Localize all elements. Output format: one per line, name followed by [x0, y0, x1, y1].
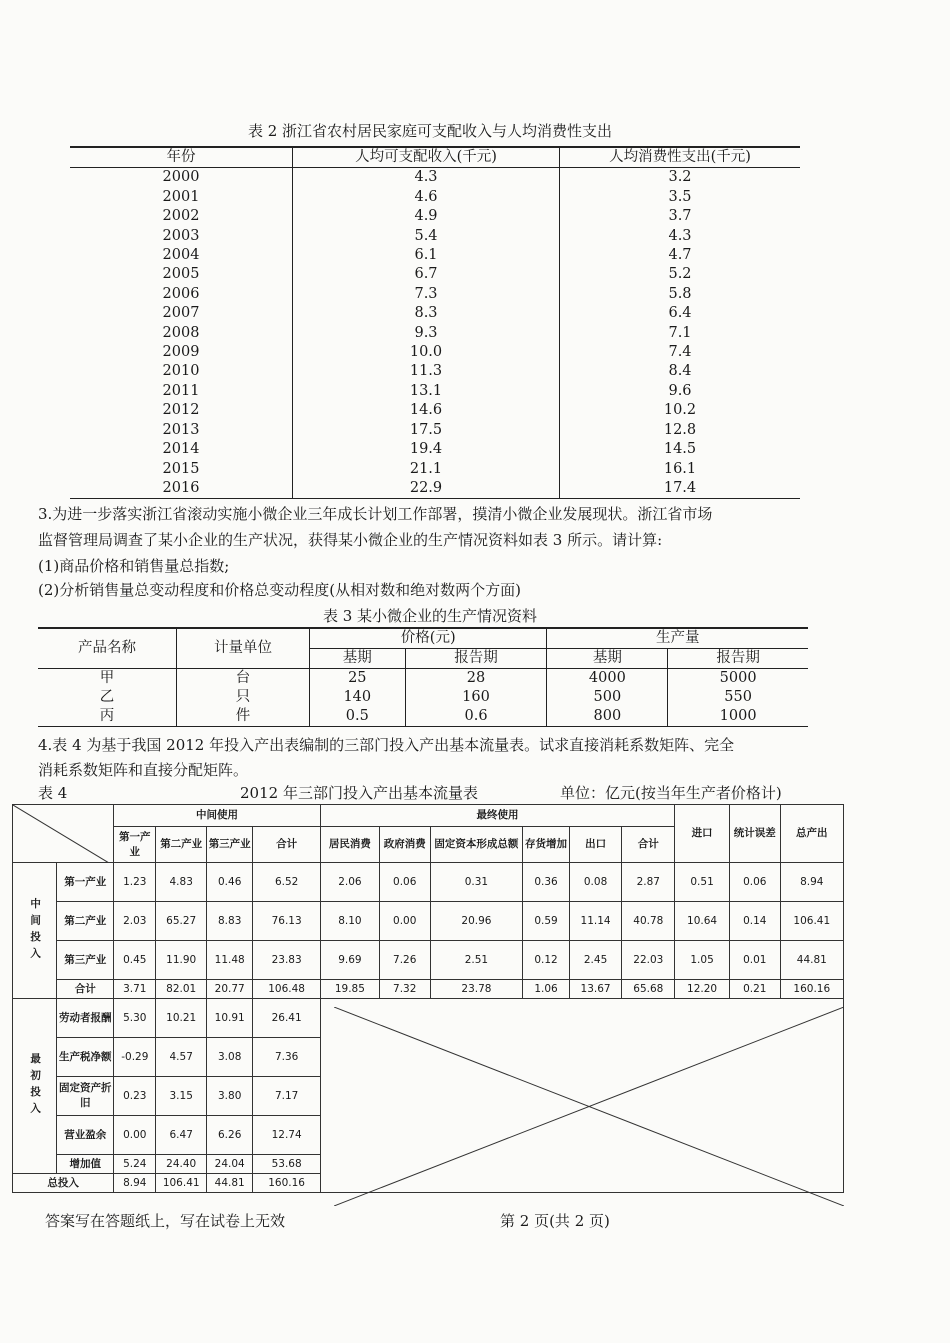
table4-cell: 8.94: [114, 1174, 156, 1193]
table3-header-price-base: 基期: [310, 649, 406, 669]
table2-income: 6.7: [293, 265, 560, 284]
table3-cell: 25: [310, 669, 406, 689]
table4-col-tertiary: 第三产业: [207, 827, 253, 863]
table3-cell: 550: [724, 689, 752, 705]
q3-line2: 监督管理局调查了某小企业的生产状况，获得某小微企业的生产情况资料如表 3 所示。请计算:: [38, 531, 663, 549]
table4-label: 表 4: [38, 784, 68, 802]
table4-cell: 0.01: [729, 941, 780, 980]
table2-year: 2001: [70, 188, 293, 207]
table3-cell: 0.5: [310, 707, 406, 727]
table2-income: 4.9: [293, 207, 560, 226]
table2-row: [70, 246, 800, 265]
table3: [38, 627, 808, 727]
table4-cell: 2.03: [114, 902, 156, 941]
table3-row: [38, 669, 808, 689]
table4-cell: 7.36: [253, 1038, 320, 1077]
table4-cell: 106.41: [780, 902, 843, 941]
table4-mid-row: [13, 863, 844, 902]
table3-cell: 160: [405, 688, 547, 707]
table2-year: 2013: [70, 421, 293, 440]
table4-cell: 106.41: [156, 1174, 207, 1193]
table4-corner-cell: [13, 805, 114, 863]
table2-year: 2007: [70, 304, 293, 323]
q3-line1: 3.为进一步落实浙江省滚动实施小微企业三年成长计划工作部署，摸清小微企业发展现状。浙江省市场: [38, 505, 713, 523]
table2-consumption: 8.4: [668, 363, 692, 380]
table2-consumption: 3.7: [668, 208, 692, 225]
table2-income: 6.1: [293, 246, 560, 265]
table2-year: 2012: [70, 401, 293, 420]
table4-cell: 0.21: [729, 980, 780, 999]
table2-income: 17.5: [293, 421, 560, 440]
table4-cell: 1.06: [523, 980, 569, 999]
table3-row: [38, 707, 808, 727]
table2-consumption: 3.5: [668, 188, 692, 205]
table4-col-secondary: 第二产业: [156, 827, 207, 863]
table2-row: [70, 227, 800, 246]
table4-header-error: 统计误差: [729, 805, 780, 863]
table4-cell: 0.31: [430, 863, 523, 902]
table4-cell: 10.91: [207, 999, 253, 1038]
table3-body: [38, 669, 808, 727]
table2-consumption: 4.7: [668, 247, 692, 264]
table2-income: 22.9: [293, 479, 560, 499]
table2-year: 2004: [70, 246, 293, 265]
table2-row: [70, 382, 800, 401]
table4-cell: 5.30: [114, 999, 156, 1038]
table4-col-export: 出口: [569, 827, 622, 863]
table3-cell: 乙: [38, 688, 177, 707]
table4-header-mid-use: 中间使用: [114, 805, 321, 827]
table4-cell: 2.45: [569, 941, 622, 980]
table2-row: [70, 362, 800, 381]
table4-cell: 8.10: [320, 902, 379, 941]
table2-income: 7.3: [293, 285, 560, 304]
table4-cell: 3.80: [207, 1077, 253, 1116]
q4-line2: 消耗系数矩阵和直接分配矩阵。: [38, 761, 249, 779]
table4-row-name: 第二产业: [57, 902, 114, 941]
table3-row: [38, 688, 808, 707]
table2-consumption: 3.2: [668, 169, 692, 186]
table2-year: 2015: [70, 460, 293, 479]
table2-consumption: 4.3: [668, 227, 692, 244]
table4-cell: 22.03: [622, 941, 675, 980]
table4-cell: 3.71: [114, 980, 156, 999]
table4-cell: 0.00: [379, 902, 430, 941]
table4-row-name: 合计: [57, 980, 114, 999]
table2-income: 11.3: [293, 362, 560, 381]
table2-year: 2000: [70, 168, 293, 188]
table4-cell: 1.23: [114, 863, 156, 902]
table4-cell: 12.20: [675, 980, 730, 999]
table2-header-income: 人均可支配收入(千元): [293, 147, 560, 168]
table2-income: 21.1: [293, 460, 560, 479]
table4-cell: 0.06: [729, 863, 780, 902]
table2-row: [70, 421, 800, 440]
empty-quadrant-cross: [334, 1007, 844, 1206]
table3-cell: 0.6: [405, 707, 547, 727]
table4-cell: 44.81: [207, 1174, 253, 1193]
table4-cell: 0.51: [675, 863, 730, 902]
table3-cell: 件: [177, 707, 310, 727]
table4-cell: 20.96: [430, 902, 523, 941]
table4-cell: 44.81: [780, 941, 843, 980]
table3-cell: 1000: [668, 707, 808, 727]
q3-line4: (2)分析销售量总变动程度和价格总变动程度(从相对数和绝对数两个方面): [38, 581, 521, 599]
table2-income: 4.6: [293, 188, 560, 207]
table4-cell: 3.08: [207, 1038, 253, 1077]
table4-cell: 0.23: [114, 1077, 156, 1116]
table4-cell: 82.01: [156, 980, 207, 999]
table3-header-unit: 计量单位: [177, 628, 310, 669]
table2-row: [70, 168, 800, 188]
table4-cell: 2.06: [320, 863, 379, 902]
table4-cell: 160.16: [253, 1174, 320, 1193]
table2-year: 2003: [70, 227, 293, 246]
table4-cell: 7.17: [253, 1077, 320, 1116]
table4-col-mid-total: 合计: [253, 827, 320, 863]
table2-row: [70, 188, 800, 207]
table2-row: [70, 265, 800, 284]
table4-cell: 106.48: [253, 980, 320, 999]
table4-mid-input-label: 中间投入: [13, 863, 57, 999]
table4-row-name: 第三产业: [57, 941, 114, 980]
table3-cell: 500: [547, 688, 668, 707]
table4-cell: 7.26: [379, 941, 430, 980]
table2-consumption: 12.8: [663, 421, 697, 438]
table4-header-final-use: 最终使用: [320, 805, 674, 827]
table4-cell: 4.83: [156, 863, 207, 902]
table4-row-name: 第一产业: [57, 863, 114, 902]
table3-header-name: 产品名称: [38, 628, 177, 669]
table4-cell: 11.48: [207, 941, 253, 980]
table2-row: [70, 285, 800, 304]
table4-cell: 0.06: [379, 863, 430, 902]
table2-consumption: 14.5: [663, 441, 697, 458]
table4-header-row1: [13, 805, 844, 827]
table4-cell: 13.67: [569, 980, 622, 999]
table3-header-price: 价格(元): [310, 628, 547, 649]
table4-mid-row: [13, 941, 844, 980]
table4-cell: 3.15: [156, 1077, 207, 1116]
table4-cell: 24.40: [156, 1155, 207, 1174]
table3-header-price-report: 报告期: [405, 649, 547, 669]
table4-cell: 40.78: [622, 902, 675, 941]
table4-cell: 6.26: [207, 1116, 253, 1155]
table2-income: 14.6: [293, 401, 560, 420]
table2-consumption: 5.2: [668, 266, 692, 283]
table2-row: [70, 343, 800, 362]
table4-cell: 10.21: [156, 999, 207, 1038]
table4-cell: 0.59: [523, 902, 569, 941]
table2-year: 2002: [70, 207, 293, 226]
table4-cell: 12.74: [253, 1116, 320, 1155]
table2: [70, 146, 800, 499]
table4-header-total-output: 总产出: [780, 805, 843, 863]
table4-row-name: 固定资产折旧: [57, 1077, 114, 1116]
table4-total-input-label: 总投入: [13, 1174, 114, 1193]
table4-cell: 2.87: [622, 863, 675, 902]
q4-line1: 4.表 4 为基于我国 2012 年投入产出表编制的三部门投入产出基本流量表。试求直接消耗系数矩阵、完全: [38, 736, 735, 754]
table2-header-consumption: 人均消费性支出(千元): [560, 147, 801, 168]
table4-cell: 160.16: [780, 980, 843, 999]
table2-row: [70, 401, 800, 420]
table4-cell: 65.68: [622, 980, 675, 999]
table3-header-qty-report: 报告期: [668, 649, 808, 669]
table4-cell: 65.27: [156, 902, 207, 941]
table2-row: [70, 207, 800, 226]
table4-cell: -0.29: [114, 1038, 156, 1077]
table2-income: 4.3: [293, 168, 560, 188]
table4-col-final-total: 合计: [622, 827, 675, 863]
table3-header-qty: 生产量: [547, 628, 808, 649]
table4-mid-row: [13, 902, 844, 941]
table4-cell: 8.94: [780, 863, 843, 902]
table4-cell: 0.08: [569, 863, 622, 902]
table2-header-year: 年份: [70, 147, 293, 168]
table4-cell: 1.05: [675, 941, 730, 980]
table2-year: 2016: [70, 479, 293, 499]
table2-consumption: 7.4: [668, 344, 692, 361]
table2-consumption: 10.2: [663, 402, 697, 419]
table2-income: 19.4: [293, 440, 560, 459]
table2-title: 表 2 浙江省农村居民家庭可支配收入与人均消费性支出: [247, 122, 613, 140]
table4-col-inventory: 存货增加: [523, 827, 569, 863]
table2-consumption: 6.4: [668, 305, 692, 322]
table2-income: 13.1: [293, 382, 560, 401]
table4-col-household: 居民消费: [320, 827, 379, 863]
table3-cell: 甲: [38, 669, 177, 689]
table4-cell: 26.41: [253, 999, 320, 1038]
table4-cell: 10.64: [675, 902, 730, 941]
table4-cell: 9.69: [320, 941, 379, 980]
table4-cell: 2.51: [430, 941, 523, 980]
table3-title: 表 3 某小微企业的生产情况资料: [322, 607, 538, 625]
table4-cell: 23.83: [253, 941, 320, 980]
table4-cell: 11.14: [569, 902, 622, 941]
table2-consumption: 17.4: [560, 479, 801, 499]
table2-income: 10.0: [293, 343, 560, 362]
table4-cell: 0.45: [114, 941, 156, 980]
table4-row-name: 增加值: [57, 1155, 114, 1174]
table2-consumption: 16.1: [663, 460, 697, 477]
table4-cell: 5.24: [114, 1155, 156, 1174]
footer-note: 答案写在答题纸上，写在试卷上无效: [45, 1212, 286, 1230]
table2-income: 9.3: [293, 324, 560, 343]
table4-cell: 19.85: [320, 980, 379, 999]
table4-cell: 11.90: [156, 941, 207, 980]
table4-cell: 7.32: [379, 980, 430, 999]
table4-mid-rows: [13, 863, 844, 999]
table3-cell: 丙: [38, 707, 177, 727]
table3-cell: 800: [547, 707, 668, 727]
table4-cell: 0.00: [114, 1116, 156, 1155]
table4-header-import: 进口: [675, 805, 730, 863]
table4-col-capital: 固定资本形成总额: [430, 827, 523, 863]
table2-year: 2005: [70, 265, 293, 284]
table2-row: [70, 479, 800, 499]
table3-header-row1: [38, 628, 808, 649]
table2-consumption: 7.1: [668, 324, 692, 341]
table2-year: 2006: [70, 285, 293, 304]
table2-year: 2009: [70, 343, 293, 362]
table2-year: 2010: [70, 362, 293, 381]
table4-unit: 单位：亿元(按当年生产者价格计): [560, 784, 782, 802]
table4-cell: 23.78: [430, 980, 523, 999]
table3-cell: 5000: [719, 670, 757, 686]
table4-cell: 20.77: [207, 980, 253, 999]
table2-body: [70, 168, 800, 499]
table4-row-name: 劳动者报酬: [57, 999, 114, 1038]
table4-cell: 6.52: [253, 863, 320, 902]
table2-header-row: [70, 147, 800, 168]
table4-mid-row: [13, 980, 844, 999]
table4-row-name: 营业盈余: [57, 1116, 114, 1155]
table2-consumption: 9.6: [668, 382, 692, 399]
table2-row: [70, 324, 800, 343]
table2-year: 2014: [70, 440, 293, 459]
table4-cell: 4.57: [156, 1038, 207, 1077]
table4-cell: 8.83: [207, 902, 253, 941]
table4-col-primary: 第一产业: [114, 827, 156, 863]
table2-income: 5.4: [293, 227, 560, 246]
table4-row-name: 生产税净额: [57, 1038, 114, 1077]
table4-cell: 0.12: [523, 941, 569, 980]
table4-init-input-label: 最初投入: [13, 999, 57, 1174]
table2-row: [70, 460, 800, 479]
table2-income: 8.3: [293, 304, 560, 323]
table2-year: 2011: [70, 382, 293, 401]
table3-header-qty-base: 基期: [547, 649, 668, 669]
table2-row: [70, 304, 800, 323]
table2-year: 2008: [70, 324, 293, 343]
table3-cell: 140: [310, 688, 406, 707]
table4-col-government: 政府消费: [379, 827, 430, 863]
table4-cell: 6.47: [156, 1116, 207, 1155]
table3-cell: 4000: [547, 669, 668, 689]
table4-cell: 76.13: [253, 902, 320, 941]
table2-consumption: 5.8: [668, 285, 692, 302]
q3-line3: (1)商品价格和销售量总指数;: [38, 557, 230, 575]
table4-cell: 0.14: [729, 902, 780, 941]
footer-page: 第 2 页(共 2 页): [500, 1212, 610, 1230]
corner-diagonal-line: [13, 805, 109, 863]
table3-cell: 只: [177, 688, 310, 707]
table4-cell: 0.46: [207, 863, 253, 902]
table2-row: [70, 440, 800, 459]
table3-cell: 28: [405, 669, 547, 689]
table4-cell: 0.36: [523, 863, 569, 902]
table4-cell: 24.04: [207, 1155, 253, 1174]
table4-title: 2012 年三部门投入产出基本流量表: [240, 784, 478, 802]
table3-cell: 台: [177, 669, 310, 689]
table4-cell: 53.68: [253, 1155, 320, 1174]
